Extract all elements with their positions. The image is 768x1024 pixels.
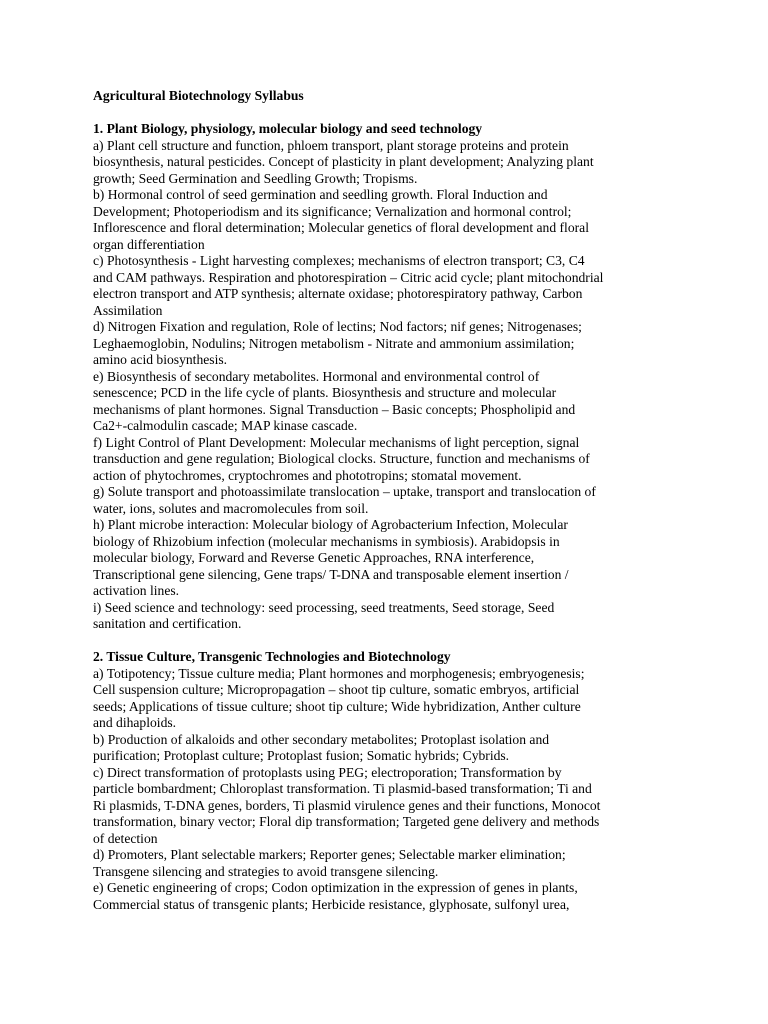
syllabus-item — [93, 600, 683, 633]
text-line: mechanisms of plant hormones. Signal Transduction – Basic concepts; Phospholipid and — [93, 401, 576, 417]
text-line: and CAM pathways. Respiration and photorespiration – Citric acid cycle; plant mitochondrial — [93, 269, 604, 285]
section-heading: 2. Tissue Culture, Transgenic Technologies and Biotechnology — [93, 649, 451, 664]
text-line: electron transport and ATP synthesis; alternate oxidase; photorespiratory pathway, Carbon — [93, 286, 583, 301]
syllabus-item — [93, 847, 683, 880]
text-line: b) Production of alkaloids and other secondary metabolites; Protoplast isolation and — [93, 731, 550, 747]
text-line: c) Direct transformation of protoplasts using PEG; electroporation; Transformation by — [93, 764, 562, 780]
text-line: d) Promoters, Plant selectable markers; Reporter genes; Selectable marker elimination; — [93, 847, 566, 862]
text-line: e) Genetic engineering of crops; Codon optimization in the expression of genes in plants, — [93, 880, 578, 895]
syllabus-item — [93, 369, 683, 435]
text-line: c) Photosynthesis - Light harvesting complexes; mechanisms of electron transport; C3, C4 — [93, 253, 585, 268]
sections-container — [93, 121, 683, 913]
text-line: organ differentiation — [93, 236, 205, 252]
text-line: water, ions, solutes and macromolecules from soil. — [93, 500, 369, 516]
text-line: Inflorescence and floral determination; Molecular genetics of floral development and floral — [93, 220, 589, 235]
syllabus-item — [93, 253, 683, 319]
text-line: Transcriptional gene silencing, Gene traps/ T-DNA and transposable element insertion / — [93, 566, 569, 582]
text-line: e) Biosynthesis of secondary metabolites. Hormonal and environmental control of — [93, 368, 540, 384]
text-line: Ri plasmids, T-DNA genes, borders, Ti plasmid virulence genes and their functions, Monocot — [93, 797, 601, 813]
text-line: amino acid biosynthesis. — [93, 352, 228, 367]
text-line: Ca2+-calmodulin cascade; MAP kinase cascade. — [93, 418, 358, 433]
syllabus-item — [93, 138, 683, 188]
text-line: purification; Protoplast culture; Protoplast fusion; Somatic hybrids; Cybrids. — [93, 748, 510, 763]
text-line: g) Solute transport and photoassimilate translocation – uptake, transport and translocation of — [93, 484, 596, 499]
text-line: b) Hormonal control of seed germination and seedling growth. Floral Induction and — [93, 187, 548, 202]
text-line: activation lines. — [93, 583, 180, 598]
syllabus-section — [93, 121, 683, 633]
text-line: sanitation and certification. — [93, 616, 242, 631]
syllabus-section — [93, 649, 683, 913]
text-line: Development; Photoperiodism and its significance; Vernalization and hormonal control; — [93, 203, 572, 219]
syllabus-item — [93, 435, 683, 485]
text-line: h) Plant microbe interaction: Molecular biology of Agrobacterium Infection, Molecular — [93, 517, 568, 532]
text-line: biology of Rhizobium infection (molecular mechanisms in symbiosis). Arabidopsis in — [93, 533, 560, 549]
syllabus-item — [93, 517, 683, 600]
syllabus-item — [93, 765, 683, 848]
syllabus-item — [93, 732, 683, 765]
syllabus-item — [93, 319, 683, 369]
text-line: Leghaemoglobin, Nodulins; Nitrogen metabolism - Nitrate and ammonium assimilation; — [93, 335, 575, 351]
text-line: senescence; PCD in the life cycle of plants. Biosynthesis and structure and molecular — [93, 385, 557, 400]
text-line: d) Nitrogen Fixation and regulation, Role of lectins; Nod factors; nif genes; Nitrogenases; — [93, 319, 582, 334]
section-heading: 1. Plant Biology, physiology, molecular biology and seed technology — [93, 121, 483, 136]
syllabus-item — [93, 880, 683, 913]
text-line: Commercial status of transgenic plants; Herbicide resistance, glyphosate, sulfonyl urea, — [93, 896, 570, 912]
syllabus-item — [93, 484, 683, 517]
text-line: i) Seed science and technology: seed processing, seed treatments, Seed storage, Seed — [93, 599, 555, 615]
text-line: transduction and gene regulation; Biological clocks. Structure, function and mechanisms of — [93, 451, 590, 466]
text-line: Cell suspension culture; Micropropagation – shoot tip culture, somatic embryos, artificial — [93, 682, 580, 697]
document-title: Agricultural Biotechnology Syllabus — [93, 88, 304, 103]
text-line: molecular biology, Forward and Reverse Genetic Approaches, RNA interference, — [93, 550, 535, 565]
text-line: particle bombardment; Chloroplast transformation. Ti plasmid-based transformation; Ti and — [93, 781, 592, 796]
text-line: f) Light Control of Plant Development: Molecular mechanisms of light perception, signal — [93, 434, 580, 450]
syllabus-item — [93, 187, 683, 253]
text-line: biosynthesis, natural pesticides. Concept of plasticity in plant development; Analyzing plant — [93, 154, 594, 169]
document-page — [93, 88, 683, 913]
syllabus-item — [93, 666, 683, 732]
text-line: and dihaploids. — [93, 715, 177, 730]
text-line: Assimilation — [93, 302, 163, 318]
text-line: Transgene silencing and strategies to avoid transgene silencing. — [93, 863, 439, 879]
text-line: transformation, binary vector; Floral dip transformation; Targeted gene delivery and methods — [93, 814, 600, 829]
text-line: action of phytochromes, cryptochromes and phototropins; stomatal movement. — [93, 467, 522, 483]
text-line: a) Plant cell structure and function, phloem transport, plant storage proteins and protein — [93, 137, 569, 153]
text-line: of detection — [93, 830, 158, 846]
text-line: growth; Seed Germination and Seedling Growth; Tropisms. — [93, 170, 418, 186]
text-line: a) Totipotency; Tissue culture media; Plant hormones and morphogenesis; embryogenesis; — [93, 665, 585, 681]
text-line: seeds; Applications of tissue culture; shoot tip culture; Wide hybridization, Anther culture — [93, 698, 581, 714]
